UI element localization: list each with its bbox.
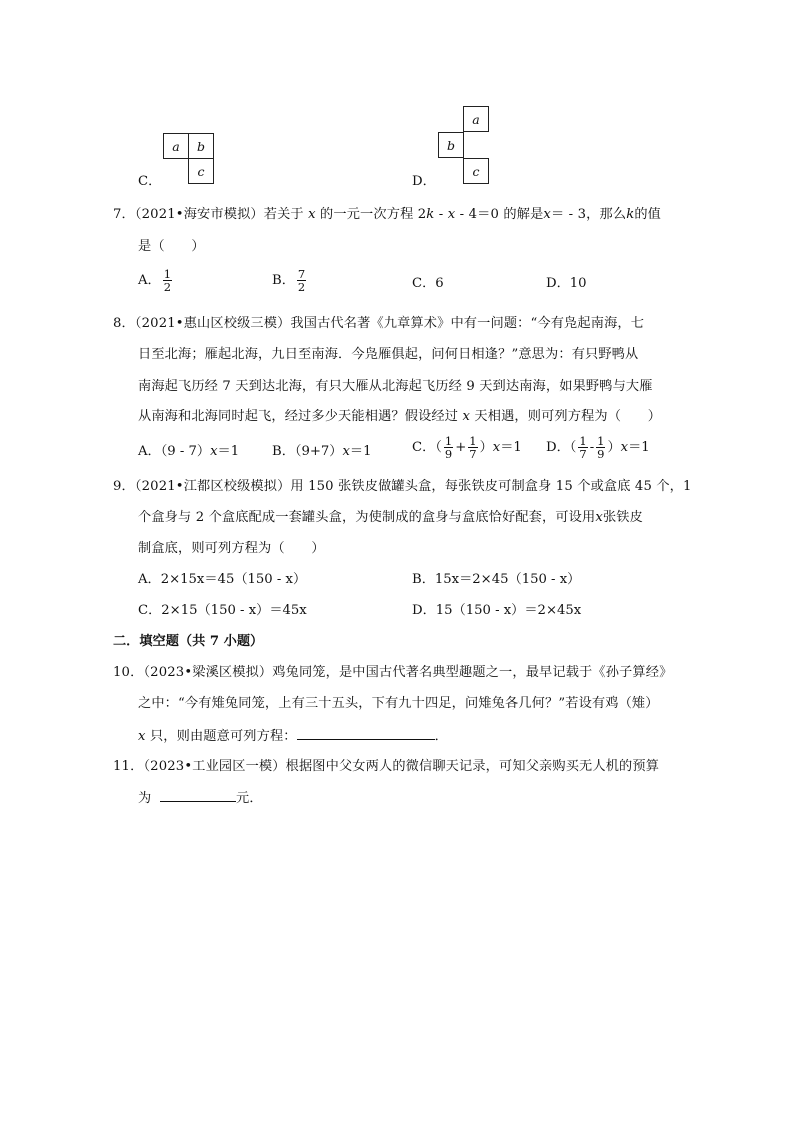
- q7-option-b: [272, 268, 308, 293]
- q9-text-2: 个盒身与 2 个盒底配成一套罐头盒，为使制成的盒身与盒底恰好配套，可设用: [138, 510, 596, 525]
- q8-option-b-text: B．（9+7）: [272, 444, 343, 459]
- fraction-numerator: 1: [579, 434, 587, 448]
- q7-text-3: -: [434, 207, 448, 222]
- q7-var-x-2: x: [447, 207, 456, 222]
- q7-var-x-3: x: [543, 207, 551, 222]
- q8-option-d-var: x: [620, 440, 629, 455]
- figure-d-label: D．: [412, 174, 436, 189]
- q11-line-1: [113, 758, 659, 776]
- q7-line-2: 是（ ）: [138, 239, 205, 254]
- q8-option-d: [546, 435, 650, 460]
- q8-option-c-close: ）: [479, 440, 493, 455]
- q11-text-1: 根据图中父女两人的微信聊天记录，可知父亲购买无人机的预算: [285, 759, 660, 774]
- q8-option-d-fraction-1: [578, 435, 587, 460]
- q7-line-1: [113, 206, 661, 224]
- figure-c-cell-a: a: [163, 133, 189, 159]
- q9-var-x: x: [595, 510, 603, 525]
- q8-option-c-fraction-1: [444, 435, 453, 460]
- q11-number: 11．: [113, 759, 144, 774]
- q10-line-2: 之中：“今有雉兔同笼，上有三十五头，下有九十四足，问雉兔各几何？”若设有鸡（雉）: [138, 696, 659, 711]
- q10-line-3: [138, 727, 448, 746]
- q8-option-a-eq: ＝1: [217, 444, 240, 459]
- q8-option-c: [412, 435, 522, 460]
- q8-option-d-eq: ＝1: [628, 440, 650, 455]
- q11-text-2b: 元．: [236, 791, 263, 806]
- fraction-denominator: 7: [469, 447, 477, 461]
- fraction-numerator: 1: [597, 434, 605, 448]
- q11-line-2: [138, 789, 263, 808]
- figure-d-cell-a: a: [463, 106, 489, 132]
- q8-var-x: x: [462, 409, 471, 424]
- q8-option-a: [138, 443, 239, 461]
- q10-text-3-end: ．: [434, 729, 448, 744]
- q9-text-1: 用 150 张铁皮做罐头盒，每张铁皮可制盒身 15 个或盒底 45 个，1: [290, 479, 692, 494]
- fraction-denominator: 9: [597, 447, 605, 461]
- fraction-denominator: 2: [297, 280, 306, 294]
- q7-option-d: D．10: [546, 276, 587, 291]
- q9-option-a: A．2×15x＝45（150 - x）: [138, 572, 307, 587]
- figure-d: [412, 106, 532, 190]
- fraction-numerator: 7: [297, 267, 306, 281]
- q7-var-k: k: [426, 207, 435, 222]
- q11-source: （2023•工业园区一模）: [143, 759, 286, 774]
- q8-option-c-eq: ＝1: [500, 440, 522, 455]
- q8-option-a-var: x: [210, 444, 218, 459]
- q8-option-c-operator: +: [455, 440, 467, 455]
- q8-option-b-var: x: [342, 444, 350, 459]
- q9-line-2: [138, 509, 643, 527]
- q9-text-2b: 张铁皮: [602, 510, 643, 525]
- q8-text-4a: 从南海和北海同时起飞，经过多少天能相遇？假设经过: [138, 409, 459, 424]
- q8-option-c-fraction-2: [468, 435, 477, 460]
- q7-text-5: ＝ - 3，那么: [551, 207, 627, 222]
- figure-c-cell-b: b: [188, 133, 214, 159]
- q10-line-1: [113, 664, 672, 682]
- fraction-numerator: 1: [469, 434, 477, 448]
- figure-d-cell-c: c: [463, 158, 489, 184]
- q7-var-x: x: [308, 207, 316, 222]
- q10-answer-blank[interactable]: [297, 727, 435, 740]
- q7-text-6: 的值: [634, 207, 662, 222]
- q11-answer-blank[interactable]: [160, 789, 236, 802]
- q10-text-1: 鸡兔同笼，是中国古代著名典型趣题之一，最早记载于《孙子算经》: [272, 665, 673, 680]
- q8-option-c-var: x: [492, 440, 501, 455]
- q7-option-b-fraction: [297, 268, 306, 293]
- q11-text-2a: 为: [138, 791, 152, 806]
- fraction-denominator: 7: [579, 447, 587, 461]
- q9-line-1: [113, 478, 692, 496]
- q8-option-a-text: A．（9 - 7）: [138, 444, 211, 459]
- q8-option-d-fraction-2: [596, 435, 605, 460]
- q8-line-3: 南海起飞历经 7 天到达北海，有只大雁从北海起飞历经 9 天到达南海，如果野鸭与大雁: [138, 379, 653, 394]
- fraction-denominator: 9: [444, 447, 453, 461]
- fraction-numerator: 1: [444, 434, 453, 448]
- q7-text-2: 的一元一次方程 2: [320, 207, 427, 222]
- q9-number: 9．: [113, 479, 135, 494]
- q10-source: （2023•梁溪区模拟）: [143, 665, 273, 680]
- q9-option-b: B．15x＝2×45（150 - x）: [412, 572, 581, 587]
- q9-option-d: D．15（150 - x）＝2×45x: [412, 603, 582, 618]
- q9-source: （2021•江都区校级模拟）: [134, 479, 291, 494]
- q10-number: 10．: [113, 665, 144, 680]
- q7-option-a: [138, 268, 174, 293]
- q10-text-3: 只，则由题意可列方程：: [149, 729, 297, 744]
- q9-line-3: 制盒底，则可列方程为（ ）: [138, 541, 325, 556]
- q7-var-k-2: k: [626, 207, 635, 222]
- q8-option-d-label: D．（: [546, 440, 577, 455]
- q7-option-b-label: B．: [272, 273, 295, 288]
- q7-option-a-fraction: [163, 268, 172, 293]
- q8-text-1: 我国古代名著《九章算术》中有一问题：“今有凫起南海，七: [290, 316, 645, 331]
- q7-text-1: 若关于: [263, 207, 304, 222]
- q8-line-4: [138, 408, 661, 426]
- q8-option-b: [272, 443, 372, 461]
- figure-d-cell-b: b: [438, 132, 464, 158]
- q8-line-1: [113, 315, 644, 333]
- q7-number: 7．: [113, 207, 135, 222]
- figure-c-cell-c: c: [188, 158, 214, 184]
- fraction-numerator: 1: [163, 267, 172, 281]
- q7-option-a-label: A．: [138, 273, 161, 288]
- q9-option-c: C．2×15（150 - x）＝45x: [138, 603, 307, 618]
- fraction-denominator: 2: [163, 280, 172, 294]
- q7-text-4: - 4＝0 的解是: [455, 207, 544, 222]
- q8-option-c-label: C．（: [412, 440, 442, 455]
- q8-source: （2021•惠山区校级三模）: [134, 316, 291, 331]
- q8-text-4b: 天相遇，则可列方程为（ ）: [474, 409, 662, 424]
- q10-var-x: x: [138, 729, 146, 744]
- q8-option-b-eq: ＝1: [349, 444, 372, 459]
- figure-c: [138, 133, 258, 189]
- q7-option-c: C．6: [412, 276, 444, 291]
- q8-option-d-operator: -: [589, 440, 595, 455]
- q7-source: （2021•海安市模拟）: [134, 207, 264, 222]
- q8-option-d-close: ）: [607, 440, 621, 455]
- figure-c-label: C．: [138, 174, 162, 189]
- q8-line-2: 日至北海；雁起北海，九日至南海．今凫雁俱起，问何日相逢？”意思为：有只野鸭从: [138, 347, 639, 362]
- section-2-title: 二．填空题（共 7 小题）: [113, 634, 264, 649]
- q8-number: 8．: [113, 316, 135, 331]
